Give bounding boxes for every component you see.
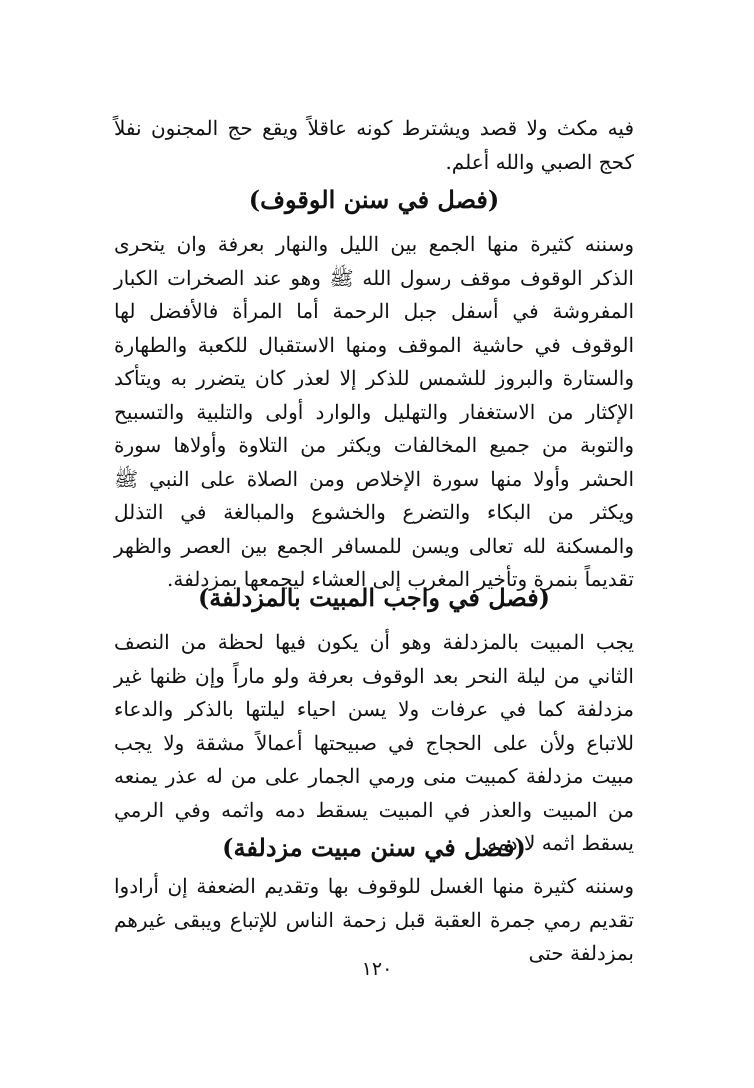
text-block-1 <box>114 112 634 179</box>
section-heading-muzdalifa-wajib: (فصل في واجب المبيت بالمزدلفة) <box>197 583 551 612</box>
section-heading-wuquf-sunan: (فصل في سنن الوقوف) <box>248 185 500 214</box>
text-block-4 <box>114 870 634 971</box>
paragraph-muzdalifa-sunan: وسننه كثيرة منها الغسل للوقوف بها وتقديم الضعفة إن أرادوا تقديم رمي جمرة العقبة قبل زحمة الناس للإتباع ويبقى غيرهم بمزدلفة حتى <box>114 874 634 965</box>
paragraph-continuation: فيه مكث ولا قصد ويشترط كونه عاقلاً ويقع حج المجنون نفلاً كحج الصبي والله أعلم. <box>114 116 634 174</box>
paragraph-muzdalifa-wajib: يجب المبيت بالمزدلفة وهو أن يكون فيها لحظة من النصف الثاني من ليلة النحر بعد الوقوف بعرفة ولو ماراً وإن ظنها غير مزدلفة كما في عرفات ولا يسن احياء ليلتها بالذكر والدعاء للاتباع ولأن على الحجاج في صبيحتها أعمالاً مشقة ولا يجب مبيت مزدلفة كمبيت منى ورمي الجمار على من له عذر يمنعه من المبيت والعذر في المبيت يسقط دمه واثمه وفي الرمي يسقط اثمه لا دمه. <box>114 630 634 855</box>
paragraph-wuquf-sunan: وسننه كثيرة منها الجمع بين الليل والنهار بعرفة وان يتحرى الذكر الوقوف موقف رسول الله ﷺ وهو عند الصخرات الكبار المفروشة في أسفل جبل الرحمة أما المرأة فالأفضل لها الوقوف في حاشية الموقف ومنها الاستقبال للكعبة والطهارة والستارة والبروز للشمس للذكر إلا لعذر كان يتضرر به ويتأكد الإكثار من الاستغفار والتهليل والوارد أولى والتلبية والتسبيح والتوبة من جميع المخالفات ويكثر من التلاوة وأولاها سورة الحشر وأولا منها سورة الإخلاص ومن الصلاة على النبي ﷺ ويكثر من البكاء والتضرع والخشوع والمبالغة في التذلل والمسكنة لله تعالى ويسن للمسافر الجمع بين العصر والظهر تقديماً بنمرة وتأخير المغرب إلى العشاء ليجمعها بمزدلفة. <box>114 232 634 591</box>
page-number: ١٢٠ <box>361 958 393 980</box>
section-heading-muzdalifa-sunan: (فصل في سنن مبيت مزدلفة) <box>222 833 526 862</box>
text-block-2 <box>114 228 634 597</box>
text-block-3 <box>114 626 634 861</box>
